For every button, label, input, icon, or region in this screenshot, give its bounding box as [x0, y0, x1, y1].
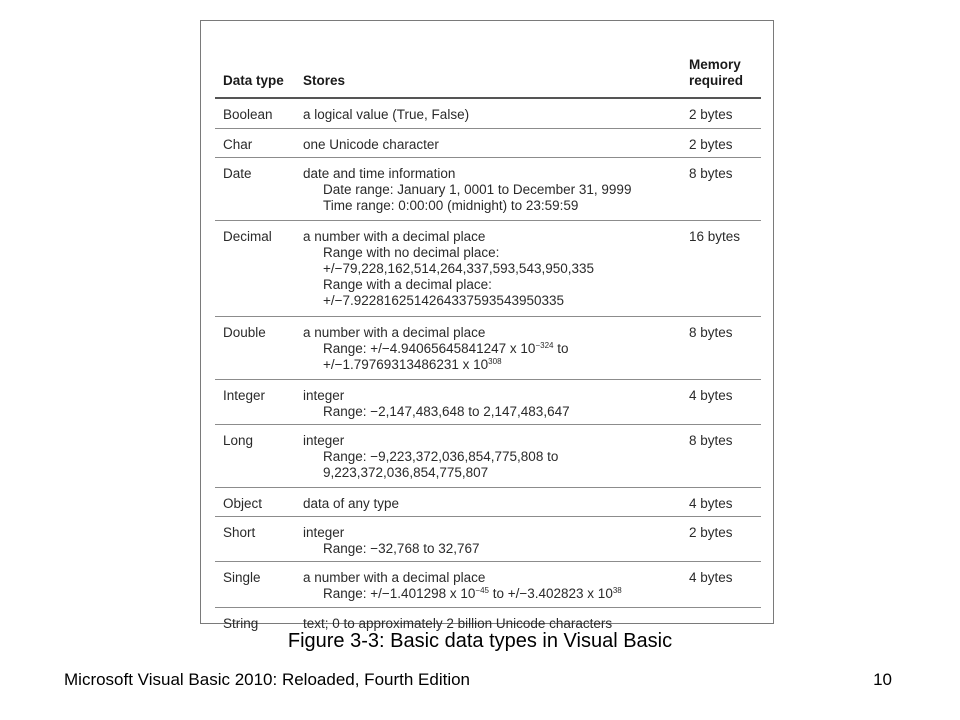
row-memory: 8 bytes: [689, 433, 733, 448]
row-memory: 2 bytes: [689, 525, 733, 540]
row-type: Short: [223, 525, 256, 540]
stores-line: 9,223,372,036,854,775,807: [323, 465, 489, 480]
row-stores: text; 0 to approximately 2 billion Unicode characters: [303, 616, 613, 631]
row-type: Integer: [223, 388, 266, 403]
footer-book-title: Microsoft Visual Basic 2010: Reloaded, Fourth Edition: [64, 670, 471, 689]
stores-line: date and time information: [303, 166, 456, 181]
stores-line: Range: −32,768 to 32,767: [323, 541, 480, 556]
row-stores: [303, 525, 683, 557]
stores-line: integer: [303, 388, 345, 403]
exponent: 38: [612, 586, 622, 595]
row-stores: a logical value (True, False): [303, 107, 470, 122]
header-memory-line1: Memory: [689, 57, 741, 72]
stores-line: [303, 586, 683, 602]
range-text: to +/−3.402823 x 10: [488, 586, 613, 601]
row-type: Single: [223, 570, 261, 585]
row-memory: 4 bytes: [689, 496, 733, 511]
row-memory: 8 bytes: [689, 325, 733, 340]
header-stores: Stores: [303, 73, 346, 88]
row-stores: [303, 229, 683, 309]
row-type: Double: [223, 325, 266, 340]
range-text: +/−1.79769313486231 x 10: [323, 357, 489, 372]
range-text: to: [553, 341, 569, 356]
row-memory: 4 bytes: [689, 388, 733, 403]
stores-line: Range: −9,223,372,036,854,775,808 to: [323, 449, 559, 464]
row-stores: [303, 166, 683, 214]
stores-line: a number with a decimal place: [303, 325, 486, 340]
row-memory: 16 bytes: [689, 229, 741, 244]
table-row-char: [215, 129, 761, 158]
row-stores: data of any type: [303, 496, 400, 511]
row-memory: 4 bytes: [689, 570, 733, 585]
row-type: Long: [223, 433, 254, 448]
table-row-object: [215, 488, 761, 517]
range-text: Range: +/−4.94065645841247 x 10: [323, 341, 536, 356]
table-row-integer: [215, 380, 761, 425]
header-memory-required: [689, 57, 769, 89]
header-memory-line2: required: [689, 73, 744, 88]
stores-line: Date range: January 1, 0001 to December 31, 9999: [323, 182, 632, 197]
row-type: String: [223, 616, 259, 631]
stores-line: [303, 341, 683, 357]
table-row-decimal: [215, 221, 761, 317]
stores-line: +/−79,228,162,514,264,337,593,543,950,335: [323, 261, 595, 276]
row-stores: [303, 570, 683, 602]
range-text: Range: +/−1.401298 x 10: [323, 586, 476, 601]
stores-line: +/−7.9228162514264337593543950335: [323, 293, 565, 308]
table-row-single: [215, 562, 761, 608]
stores-line: Range with no decimal place:: [323, 245, 500, 260]
row-type: Char: [223, 137, 253, 152]
stores-line: a number with a decimal place: [303, 229, 486, 244]
data-types-table: [200, 20, 774, 631]
row-memory: 2 bytes: [689, 137, 733, 152]
row-memory: 8 bytes: [689, 166, 733, 181]
row-type: Object: [223, 496, 263, 511]
row-type: Boolean: [223, 107, 273, 122]
stores-line: [303, 357, 683, 373]
row-stores: [303, 325, 683, 373]
table-row-short: [215, 517, 761, 562]
stores-line: Time range: 0:00:00 (midnight) to 23:59:59: [323, 198, 579, 213]
stores-line: integer: [303, 433, 345, 448]
table-header-row: [215, 35, 761, 99]
header-data-type: Data type: [223, 73, 284, 88]
stores-line: a number with a decimal place: [303, 570, 486, 585]
page-number: 10: [873, 670, 892, 689]
table-row-double: [215, 317, 761, 380]
stores-line: Range: −2,147,483,648 to 2,147,483,647: [323, 404, 570, 419]
row-type: Decimal: [223, 229, 272, 244]
row-memory: 2 bytes: [689, 107, 733, 122]
row-type: Date: [223, 166, 252, 181]
row-stores: [303, 433, 683, 481]
exponent: −324: [535, 341, 554, 350]
exponent: 308: [488, 357, 502, 366]
stores-line: integer: [303, 525, 345, 540]
row-stores: [303, 388, 683, 420]
table-row-boolean: [215, 99, 761, 129]
table-row-long: [215, 425, 761, 488]
table-row-date: [215, 158, 761, 221]
stores-line: Range with a decimal place:: [323, 277, 492, 292]
exponent: −45: [475, 586, 489, 595]
figure-caption: Figure 3-3: Basic data types in Visual Basic: [287, 630, 673, 652]
row-stores: one Unicode character: [303, 137, 439, 152]
